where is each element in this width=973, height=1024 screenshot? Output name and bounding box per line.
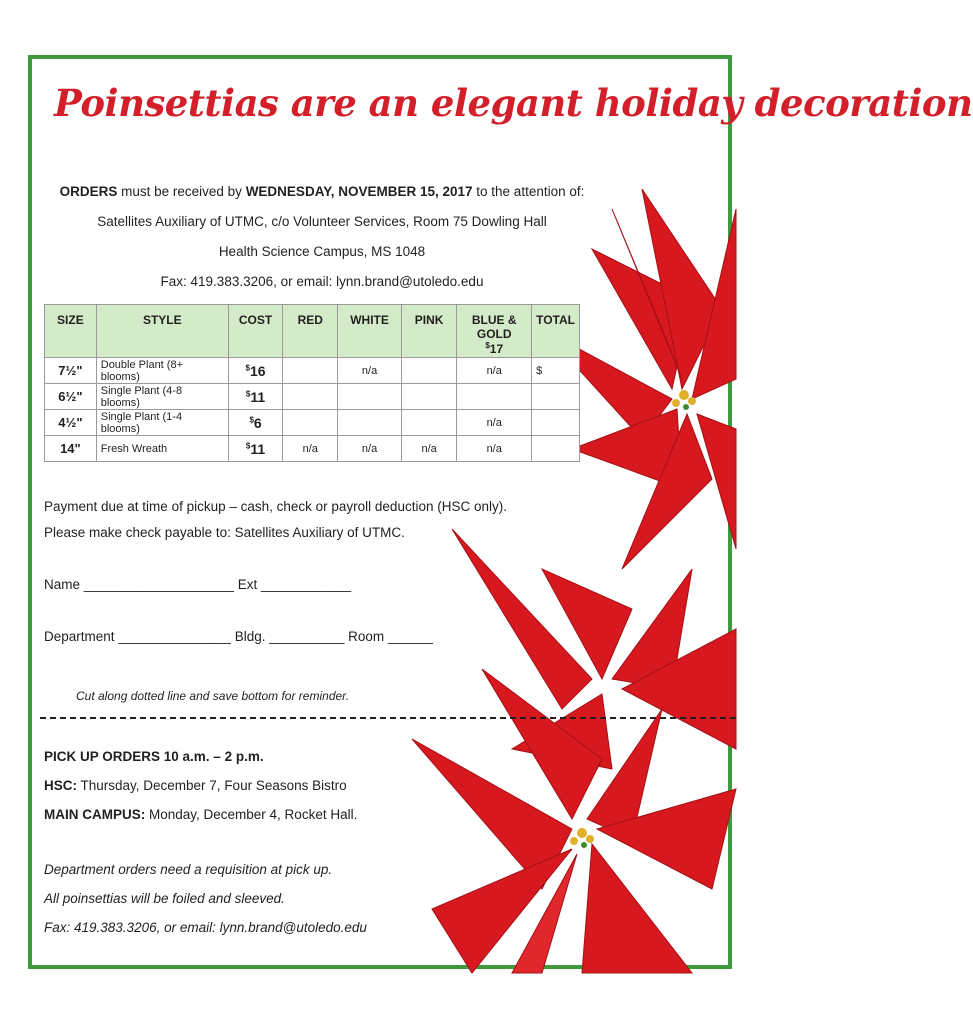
order-deadline: ORDERS must be received by WEDNESDAY, NOVEMBER 15, 2017 to the attention of: <box>59 184 585 199</box>
pink-qty[interactable] <box>401 410 456 436</box>
blue-gold-qty[interactable] <box>457 384 532 410</box>
ext-label: Ext <box>237 577 258 592</box>
payment-terms: Payment due at time of pickup – cash, check or payroll deduction (HSC only). <box>44 499 507 514</box>
reminder-contact: Fax: 419.383.3206, or email: lynn.brand@utoledo.edu <box>44 920 367 935</box>
table-row: 7½" Double Plant (8+ blooms) $16 n/a n/a $ <box>45 358 580 384</box>
flyer-frame <box>28 55 973 969</box>
red-qty[interactable]: n/a <box>283 436 338 462</box>
pickup-hsc: HSC: Thursday, December 7, Four Seasons Bistro <box>44 778 347 793</box>
name-label: Name <box>44 577 81 592</box>
white-qty[interactable] <box>338 384 402 410</box>
col-white: WHITE <box>338 305 402 358</box>
payment-payable: Please make check payable to: Satellites Auxiliary of UTMC. <box>44 525 405 540</box>
col-blue-gold: BLUE & GOLD $17 <box>457 305 532 358</box>
flyer-title: Poinsettias are an elegant holiday decoration <box>54 81 973 125</box>
bldg-field[interactable]: __________ <box>269 629 345 644</box>
total-cell[interactable] <box>532 410 580 436</box>
reminder-notes <box>44 855 367 942</box>
pickup-hours: PICK UP ORDERS 10 a.m. – 2 p.m. <box>44 749 264 764</box>
pickup-main-campus: MAIN CAMPUS: Monday, December 4, Rocket Hall. <box>44 807 358 822</box>
order-campus: Health Science Campus, MS 1048 <box>218 244 426 259</box>
cut-line <box>40 717 736 719</box>
name-field[interactable]: ____________________ <box>83 577 234 592</box>
room-field[interactable]: ______ <box>387 629 433 644</box>
table-row: 6½" Single Plant (4-8 blooms) $11 <box>45 384 580 410</box>
department-field[interactable]: _______________ <box>118 629 231 644</box>
reminder-foiled: All poinsettias will be foiled and sleeved. <box>44 891 285 906</box>
red-qty[interactable] <box>283 358 338 384</box>
total-cell[interactable] <box>532 436 580 462</box>
col-size: SIZE <box>45 305 97 358</box>
cut-note: Cut along dotted line and save bottom for reminder. <box>76 689 350 703</box>
red-qty[interactable] <box>283 410 338 436</box>
order-table <box>44 304 580 462</box>
reminder-requisition: Department orders need a requisition at pick up. <box>44 862 333 877</box>
blue-gold-qty[interactable]: n/a <box>457 410 532 436</box>
bldg-label: Bldg. <box>234 629 266 644</box>
red-qty[interactable] <box>283 384 338 410</box>
blue-gold-qty[interactable]: n/a <box>457 358 532 384</box>
pink-qty[interactable] <box>401 358 456 384</box>
blue-gold-qty[interactable]: n/a <box>457 436 532 462</box>
white-qty[interactable]: n/a <box>338 358 402 384</box>
order-address: Satellites Auxiliary of UTMC, c/o Volunteer Services, Room 75 Dowling Hall <box>97 214 547 229</box>
ext-field[interactable]: ____________ <box>261 577 352 592</box>
col-style: STYLE <box>96 305 228 358</box>
table-row: 4½" Single Plant (1-4 blooms) $6 n/a <box>45 410 580 436</box>
name-ext-line <box>44 577 351 592</box>
col-red: RED <box>283 305 338 358</box>
col-total: TOTAL <box>532 305 580 358</box>
order-instructions <box>52 177 592 297</box>
department-label: Department <box>44 629 115 644</box>
total-cell[interactable]: $ <box>532 358 580 384</box>
room-label: Room <box>348 629 385 644</box>
white-qty[interactable] <box>338 410 402 436</box>
col-pink: PINK <box>401 305 456 358</box>
pink-qty[interactable]: n/a <box>401 436 456 462</box>
table-row: 14" Fresh Wreath $11 n/a n/a n/a n/a <box>45 436 580 462</box>
col-cost: COST <box>228 305 283 358</box>
payment-info <box>44 494 507 546</box>
pickup-info <box>44 742 357 829</box>
department-line <box>44 629 433 644</box>
pink-qty[interactable] <box>401 384 456 410</box>
total-cell[interactable] <box>532 384 580 410</box>
white-qty[interactable]: n/a <box>338 436 402 462</box>
order-contact: Fax: 419.383.3206, or email: lynn.brand@utoledo.edu <box>160 274 484 289</box>
